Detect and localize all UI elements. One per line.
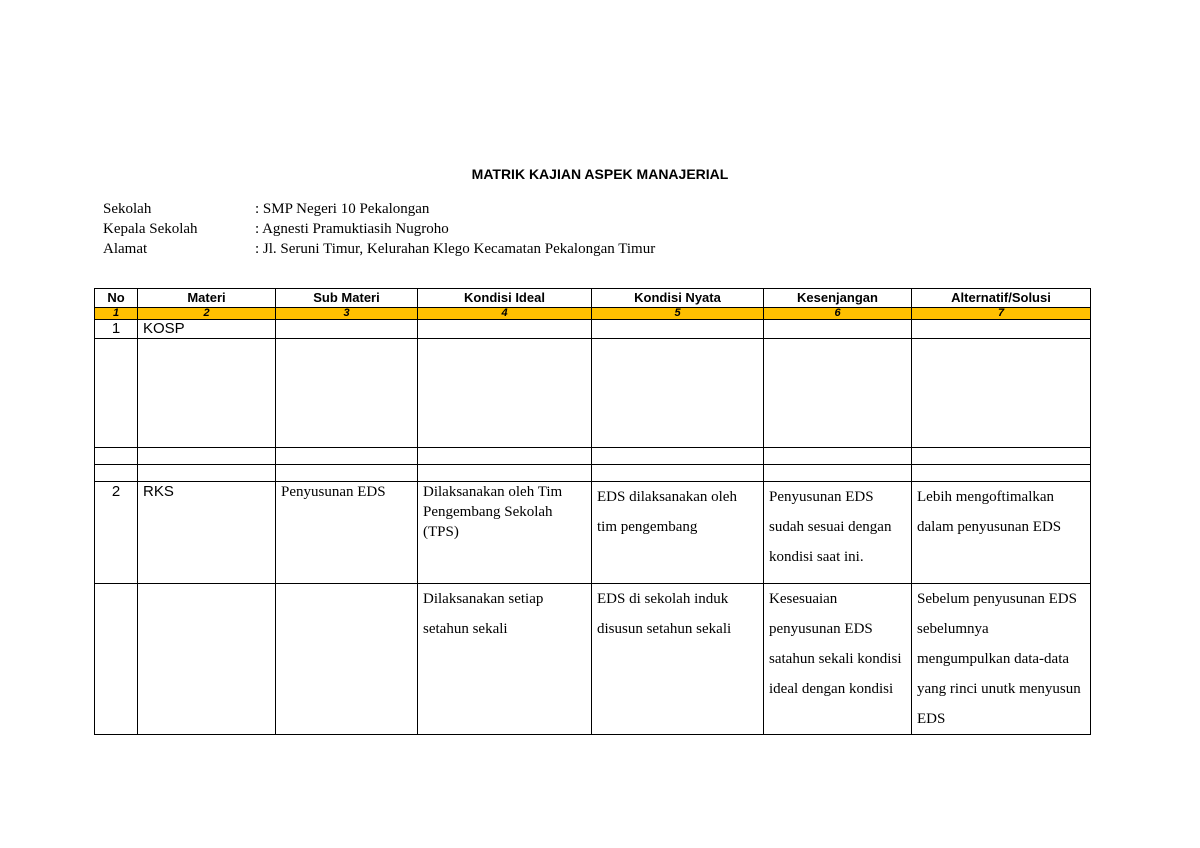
cell-empty [138, 448, 276, 465]
cell-empty [764, 465, 912, 482]
header-kondisi-ideal: Kondisi Ideal [418, 289, 592, 308]
cell-alternatif-solusi: Lebih mengoftimalkan dalam penyusunan EDS [912, 482, 1091, 584]
cell-empty [764, 339, 912, 448]
table-row [95, 482, 1091, 584]
column-number: 5 [592, 308, 764, 320]
cell-empty [95, 448, 138, 465]
cell-empty [95, 465, 138, 482]
header-materi: Materi [138, 289, 276, 308]
cell-kondisi-ideal [418, 320, 592, 339]
table-row-empty [95, 465, 1091, 482]
column-number: 3 [276, 308, 418, 320]
info-label: Alamat [103, 241, 148, 257]
header-kondisi-nyata: Kondisi Nyata [592, 289, 764, 308]
table-row [95, 320, 1091, 339]
document-title: MATRIK KAJIAN ASPEK MANAJERIAL [471, 166, 729, 182]
cell-empty [276, 448, 418, 465]
cell-kondisi-nyata [592, 320, 764, 339]
cell-no: 2 [95, 482, 138, 584]
info-value: : Agnesti Pramuktiasih Nugroho [255, 221, 449, 237]
cell-empty [418, 339, 592, 448]
cell-kesenjangan: Kesesuaian penyusunan EDS satahun sekali kondisi ideal dengan kondisi [764, 584, 912, 735]
info-value: : Jl. Seruni Timur, Kelurahan Klego Kecamatan Pekalongan Timur [255, 241, 656, 257]
table-row-empty [95, 339, 1091, 448]
cell-sub-materi [276, 320, 418, 339]
cell-empty [138, 339, 276, 448]
cell-no [95, 584, 138, 735]
info-row-sekolah [103, 199, 655, 219]
cell-kesenjangan: Penyusunan EDS sudah sesuai dengan kondisi saat ini. [764, 482, 912, 584]
cell-alternatif-solusi: Sebelum penyusunan EDS sebelumnya mengumpulkan data-data yang rinci unutk menyusun EDS [912, 584, 1091, 735]
column-number: 6 [764, 308, 912, 320]
cell-sub-materi [276, 584, 418, 735]
cell-empty [418, 448, 592, 465]
info-label: Kepala Sekolah [103, 221, 198, 237]
column-number: 7 [912, 308, 1091, 320]
cell-kondisi-ideal: Dilaksanakan setiap setahun sekali [418, 584, 592, 735]
column-number-row [95, 308, 1091, 320]
column-number: 1 [95, 308, 138, 320]
cell-empty [592, 339, 764, 448]
cell-empty [95, 339, 138, 448]
cell-empty [912, 448, 1091, 465]
info-value: : SMP Negeri 10 Pekalongan [255, 201, 430, 217]
cell-empty [592, 448, 764, 465]
table-row [95, 584, 1091, 735]
cell-kondisi-ideal: Dilaksanakan oleh Tim Pengembang Sekolah (TPS) [418, 482, 592, 584]
table-header-row [95, 289, 1091, 308]
column-number: 4 [418, 308, 592, 320]
cell-kesenjangan [764, 320, 912, 339]
header-no: No [95, 289, 138, 308]
cell-empty [276, 339, 418, 448]
info-row-alamat [103, 239, 655, 259]
cell-empty [912, 339, 1091, 448]
cell-empty [276, 465, 418, 482]
column-number: 2 [138, 308, 276, 320]
table-row-empty [95, 448, 1091, 465]
cell-empty [764, 448, 912, 465]
cell-empty [592, 465, 764, 482]
cell-kondisi-nyata: EDS dilaksanakan oleh tim pengembang [592, 482, 764, 584]
cell-empty [418, 465, 592, 482]
cell-sub-materi: Penyusunan EDS [276, 482, 418, 584]
cell-kondisi-nyata: EDS di sekolah induk disusun setahun sekali [592, 584, 764, 735]
cell-materi [138, 584, 276, 735]
cell-alternatif-solusi [912, 320, 1091, 339]
info-label: Sekolah [103, 201, 152, 217]
matrix-table [94, 288, 1091, 735]
cell-materi: KOSP [138, 320, 276, 339]
cell-materi: RKS [138, 482, 276, 584]
info-row-kepala-sekolah [103, 219, 655, 239]
cell-empty [912, 465, 1091, 482]
header-sub-materi: Sub Materi [276, 289, 418, 308]
header-kesenjangan: Kesenjangan [764, 289, 912, 308]
header-alternatif-solusi: Alternatif/Solusi [912, 289, 1091, 308]
cell-no: 1 [95, 320, 138, 339]
cell-empty [138, 465, 276, 482]
school-info [103, 199, 655, 259]
